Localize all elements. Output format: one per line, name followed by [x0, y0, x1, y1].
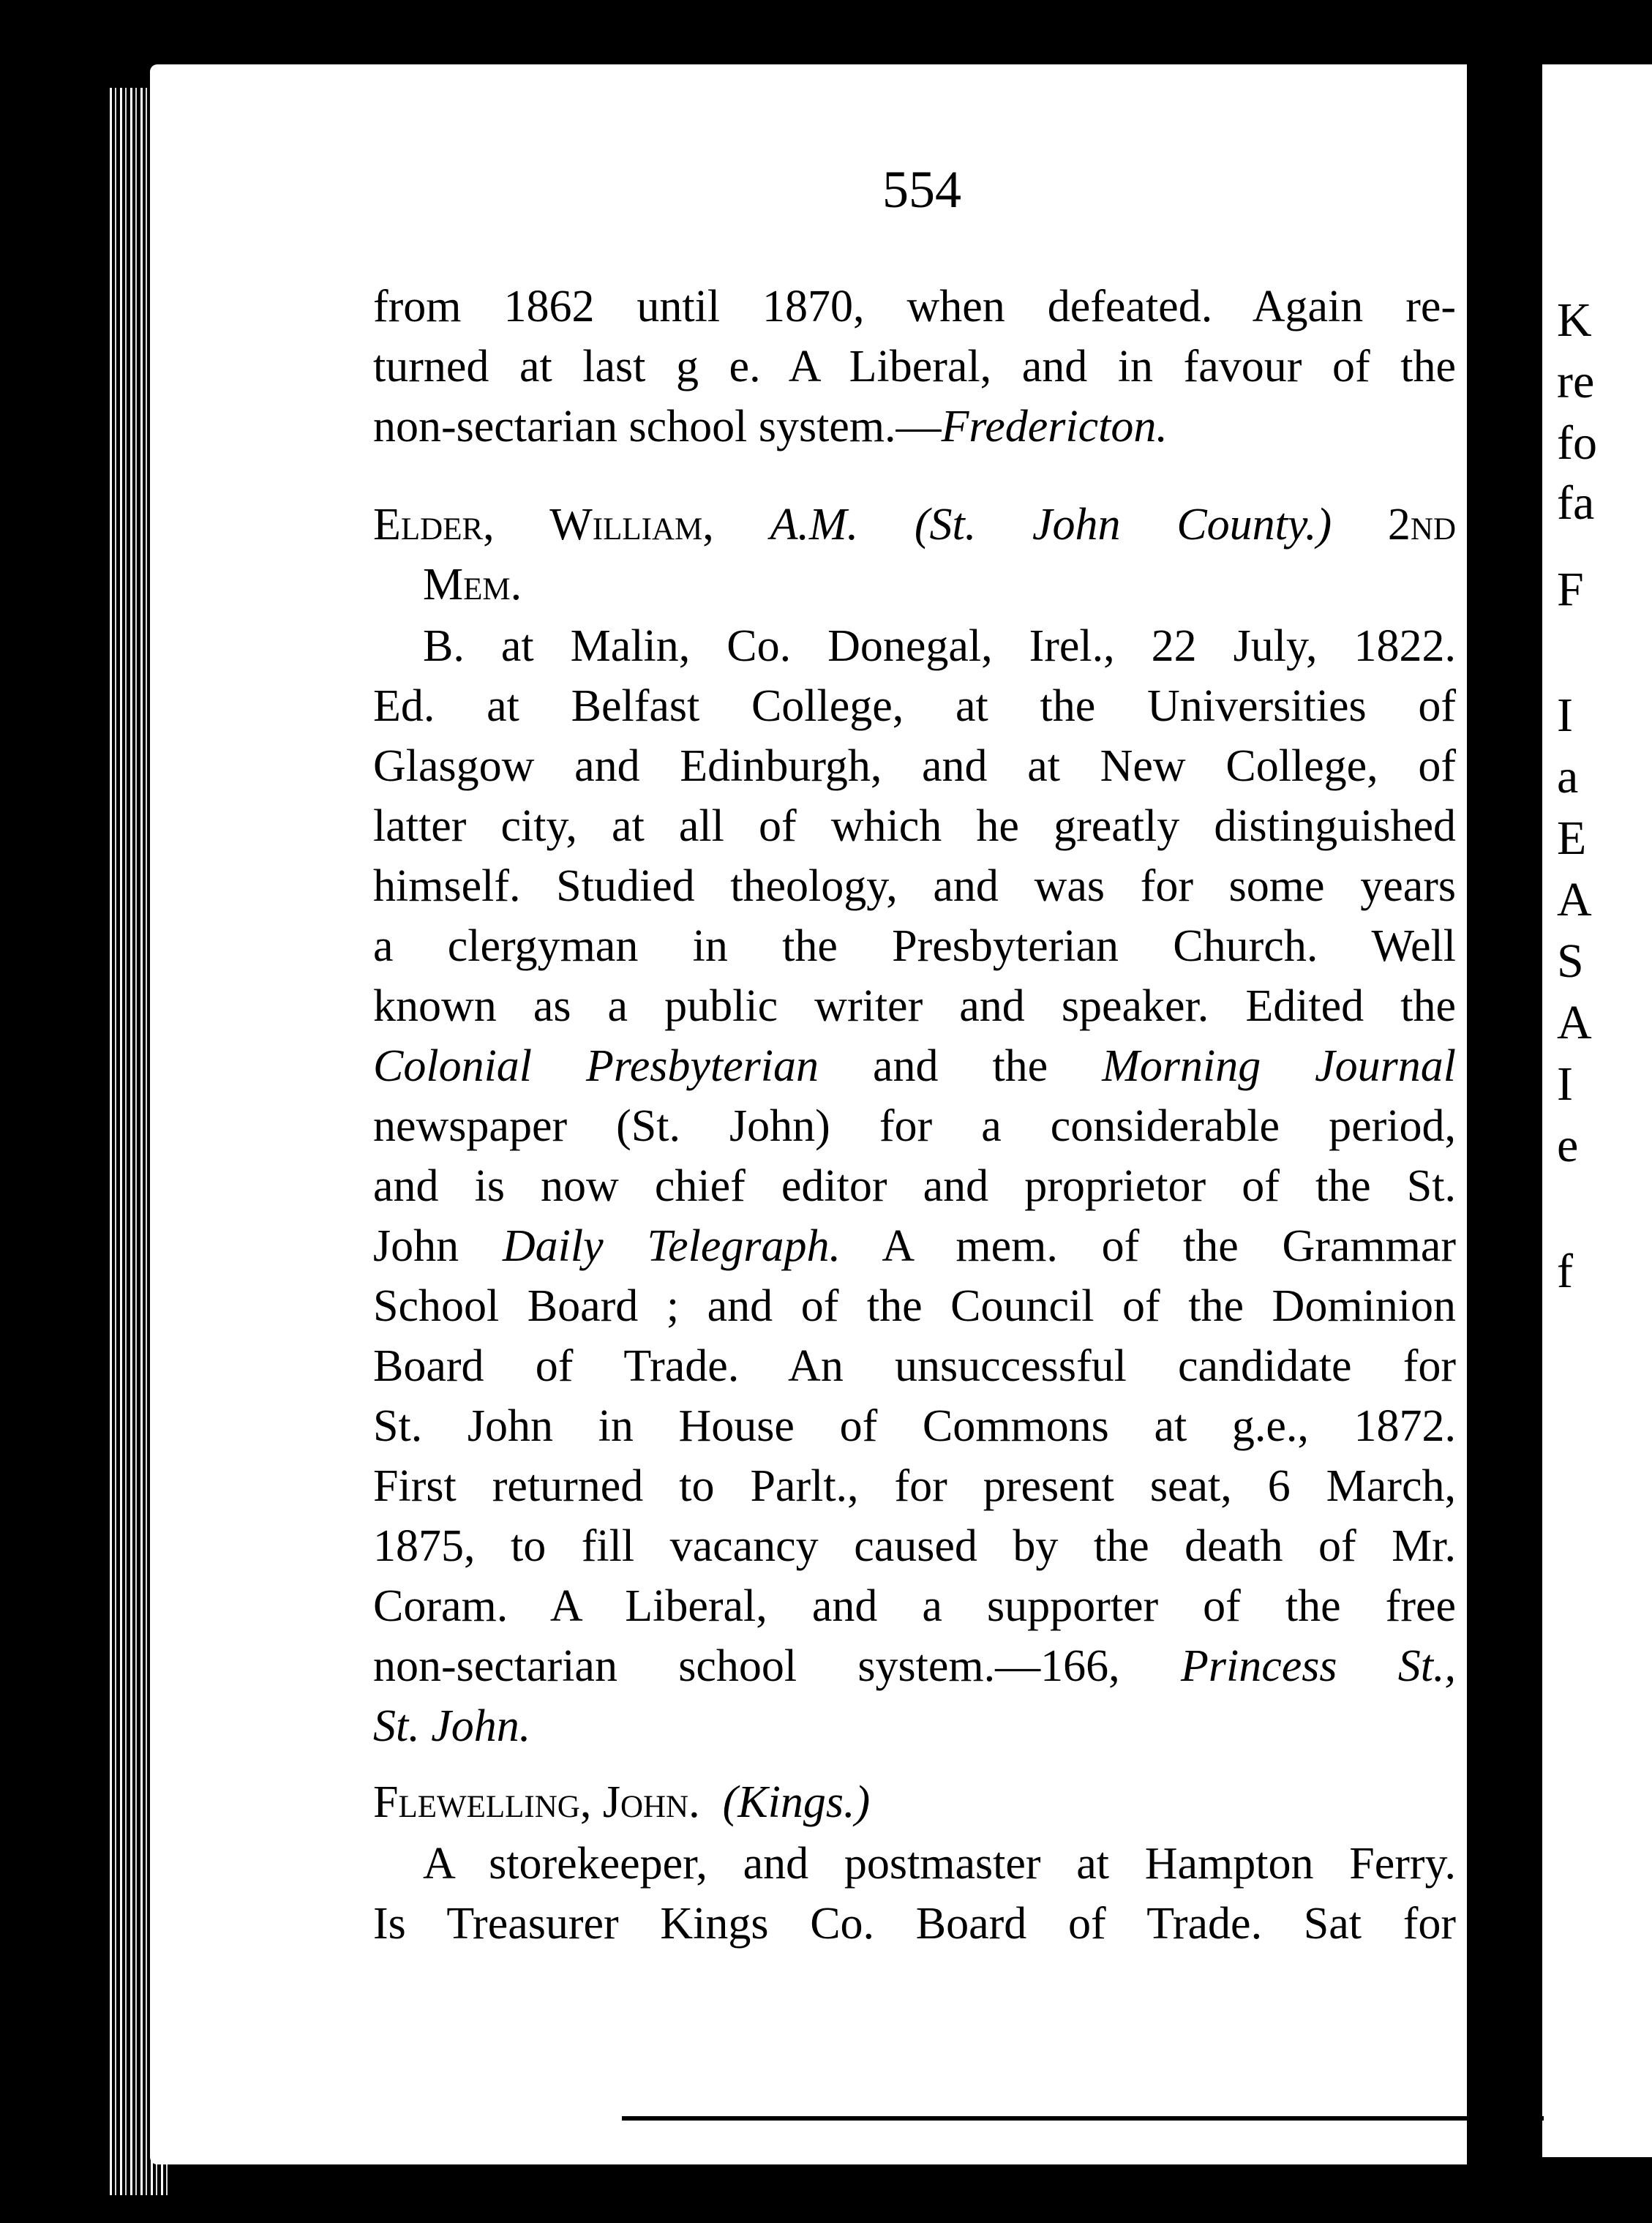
publication-title: Colonial Presbyterian: [373, 1041, 819, 1091]
adjacent-page-fragment: fo: [1557, 416, 1597, 470]
entry-constituency: (Kings.): [722, 1777, 871, 1827]
entry-member: Mem.: [423, 560, 522, 610]
adjacent-page-fragment: E: [1557, 811, 1587, 865]
entry-name: Flewelling, John.: [373, 1777, 700, 1827]
adjacent-page-fragment: e: [1557, 1119, 1579, 1172]
adjacent-page-fragment: I: [1557, 1057, 1573, 1111]
text-line: newspaper (St. John) for a considerable period,: [373, 1101, 1456, 1151]
text-line: School Board ; and of the Council of the Dominion: [373, 1281, 1456, 1331]
text-line: [373, 1216, 1456, 1276]
adjacent-page-fragment: S: [1557, 934, 1584, 988]
place-name: Fredericton.: [941, 402, 1168, 451]
adjacent-page-fragment: I: [1557, 689, 1573, 742]
text-span: non-sectarian school system.—: [373, 402, 942, 451]
text-line: [373, 1696, 1456, 1756]
entry-heading: [373, 495, 1456, 555]
adjacent-page: [1542, 64, 1652, 2157]
text-line: from 1862 until 1870, when defeated. Again re-: [373, 282, 1456, 331]
adjacent-page-fragment: re: [1557, 355, 1595, 408]
entry-name: Elder, William,: [373, 500, 714, 550]
adjacent-page-fragment: K: [1557, 293, 1592, 347]
text-line: [373, 1636, 1456, 1696]
address: Princess St.,: [1180, 1641, 1457, 1691]
text-line: and is now chief editor and proprietor of the St.: [373, 1161, 1456, 1211]
text-span: and the: [872, 1041, 1048, 1091]
entry-degree: A.M.: [770, 500, 859, 550]
text-line: Coram. A Liberal, and a supporter of the free: [373, 1581, 1456, 1631]
text-line: First returned to Parlt., for present seat, 6 March,: [373, 1461, 1456, 1511]
entry-heading-cont: [423, 555, 1456, 615]
text-line: Glasgow and Edinburgh, and at New College, of: [373, 741, 1456, 791]
text-line: Ed. at Belfast College, at the Universities of: [373, 681, 1456, 731]
entry-member: 2nd: [1387, 500, 1457, 550]
entry-constituency: (St. John County.): [914, 500, 1332, 550]
text-line: Board of Trade. An unsuccessful candidate for: [373, 1341, 1456, 1391]
text-line: a clergyman in the Presbyterian Church. Well: [373, 921, 1456, 971]
adjacent-page-fragment: A: [1557, 996, 1592, 1049]
text-line: turned at last g e. A Liberal, and in favour of the: [373, 342, 1456, 391]
entry-heading: [373, 1772, 1456, 1832]
publication-title: Morning Journal: [1102, 1041, 1457, 1091]
text-span: A mem. of the Grammar: [882, 1221, 1456, 1271]
text-span: non-sectarian school system.—166,: [373, 1641, 1120, 1691]
text-line: latter city, at all of which he greatly distinguished: [373, 801, 1456, 851]
text-line: known as a public writer and speaker. Edited the: [373, 981, 1456, 1031]
text-line: himself. Studied theology, and was for some years: [373, 861, 1456, 911]
page-bottom-edge: [622, 2116, 1544, 2121]
address: St. John.: [373, 1701, 531, 1751]
text-line: [373, 1036, 1456, 1096]
adjacent-page-fragment: A: [1557, 873, 1592, 926]
text-line: [373, 397, 1456, 457]
adjacent-page-fragment: fa: [1557, 476, 1595, 530]
adjacent-page-fragment: a: [1557, 750, 1579, 803]
text-line: Is Treasurer Kings Co. Board of Trade. Sat for: [373, 1899, 1456, 1949]
page-number: 554: [882, 160, 961, 219]
text-line: St. John in House of Commons at g.e., 1872.: [373, 1401, 1456, 1451]
adjacent-page-fragment: f: [1557, 1245, 1573, 1298]
text-line: A storekeeper, and postmaster at Hampton Ferry.: [423, 1839, 1456, 1889]
adjacent-page-fragment: F: [1557, 563, 1584, 616]
text-span: John: [373, 1221, 459, 1271]
text-line: 1875, to fill vacancy caused by the death of Mr.: [373, 1521, 1456, 1571]
publication-title: Daily Telegraph.: [502, 1221, 841, 1271]
text-line: B. at Malin, Co. Donegal, Irel., 22 July, 1822.: [423, 621, 1456, 671]
